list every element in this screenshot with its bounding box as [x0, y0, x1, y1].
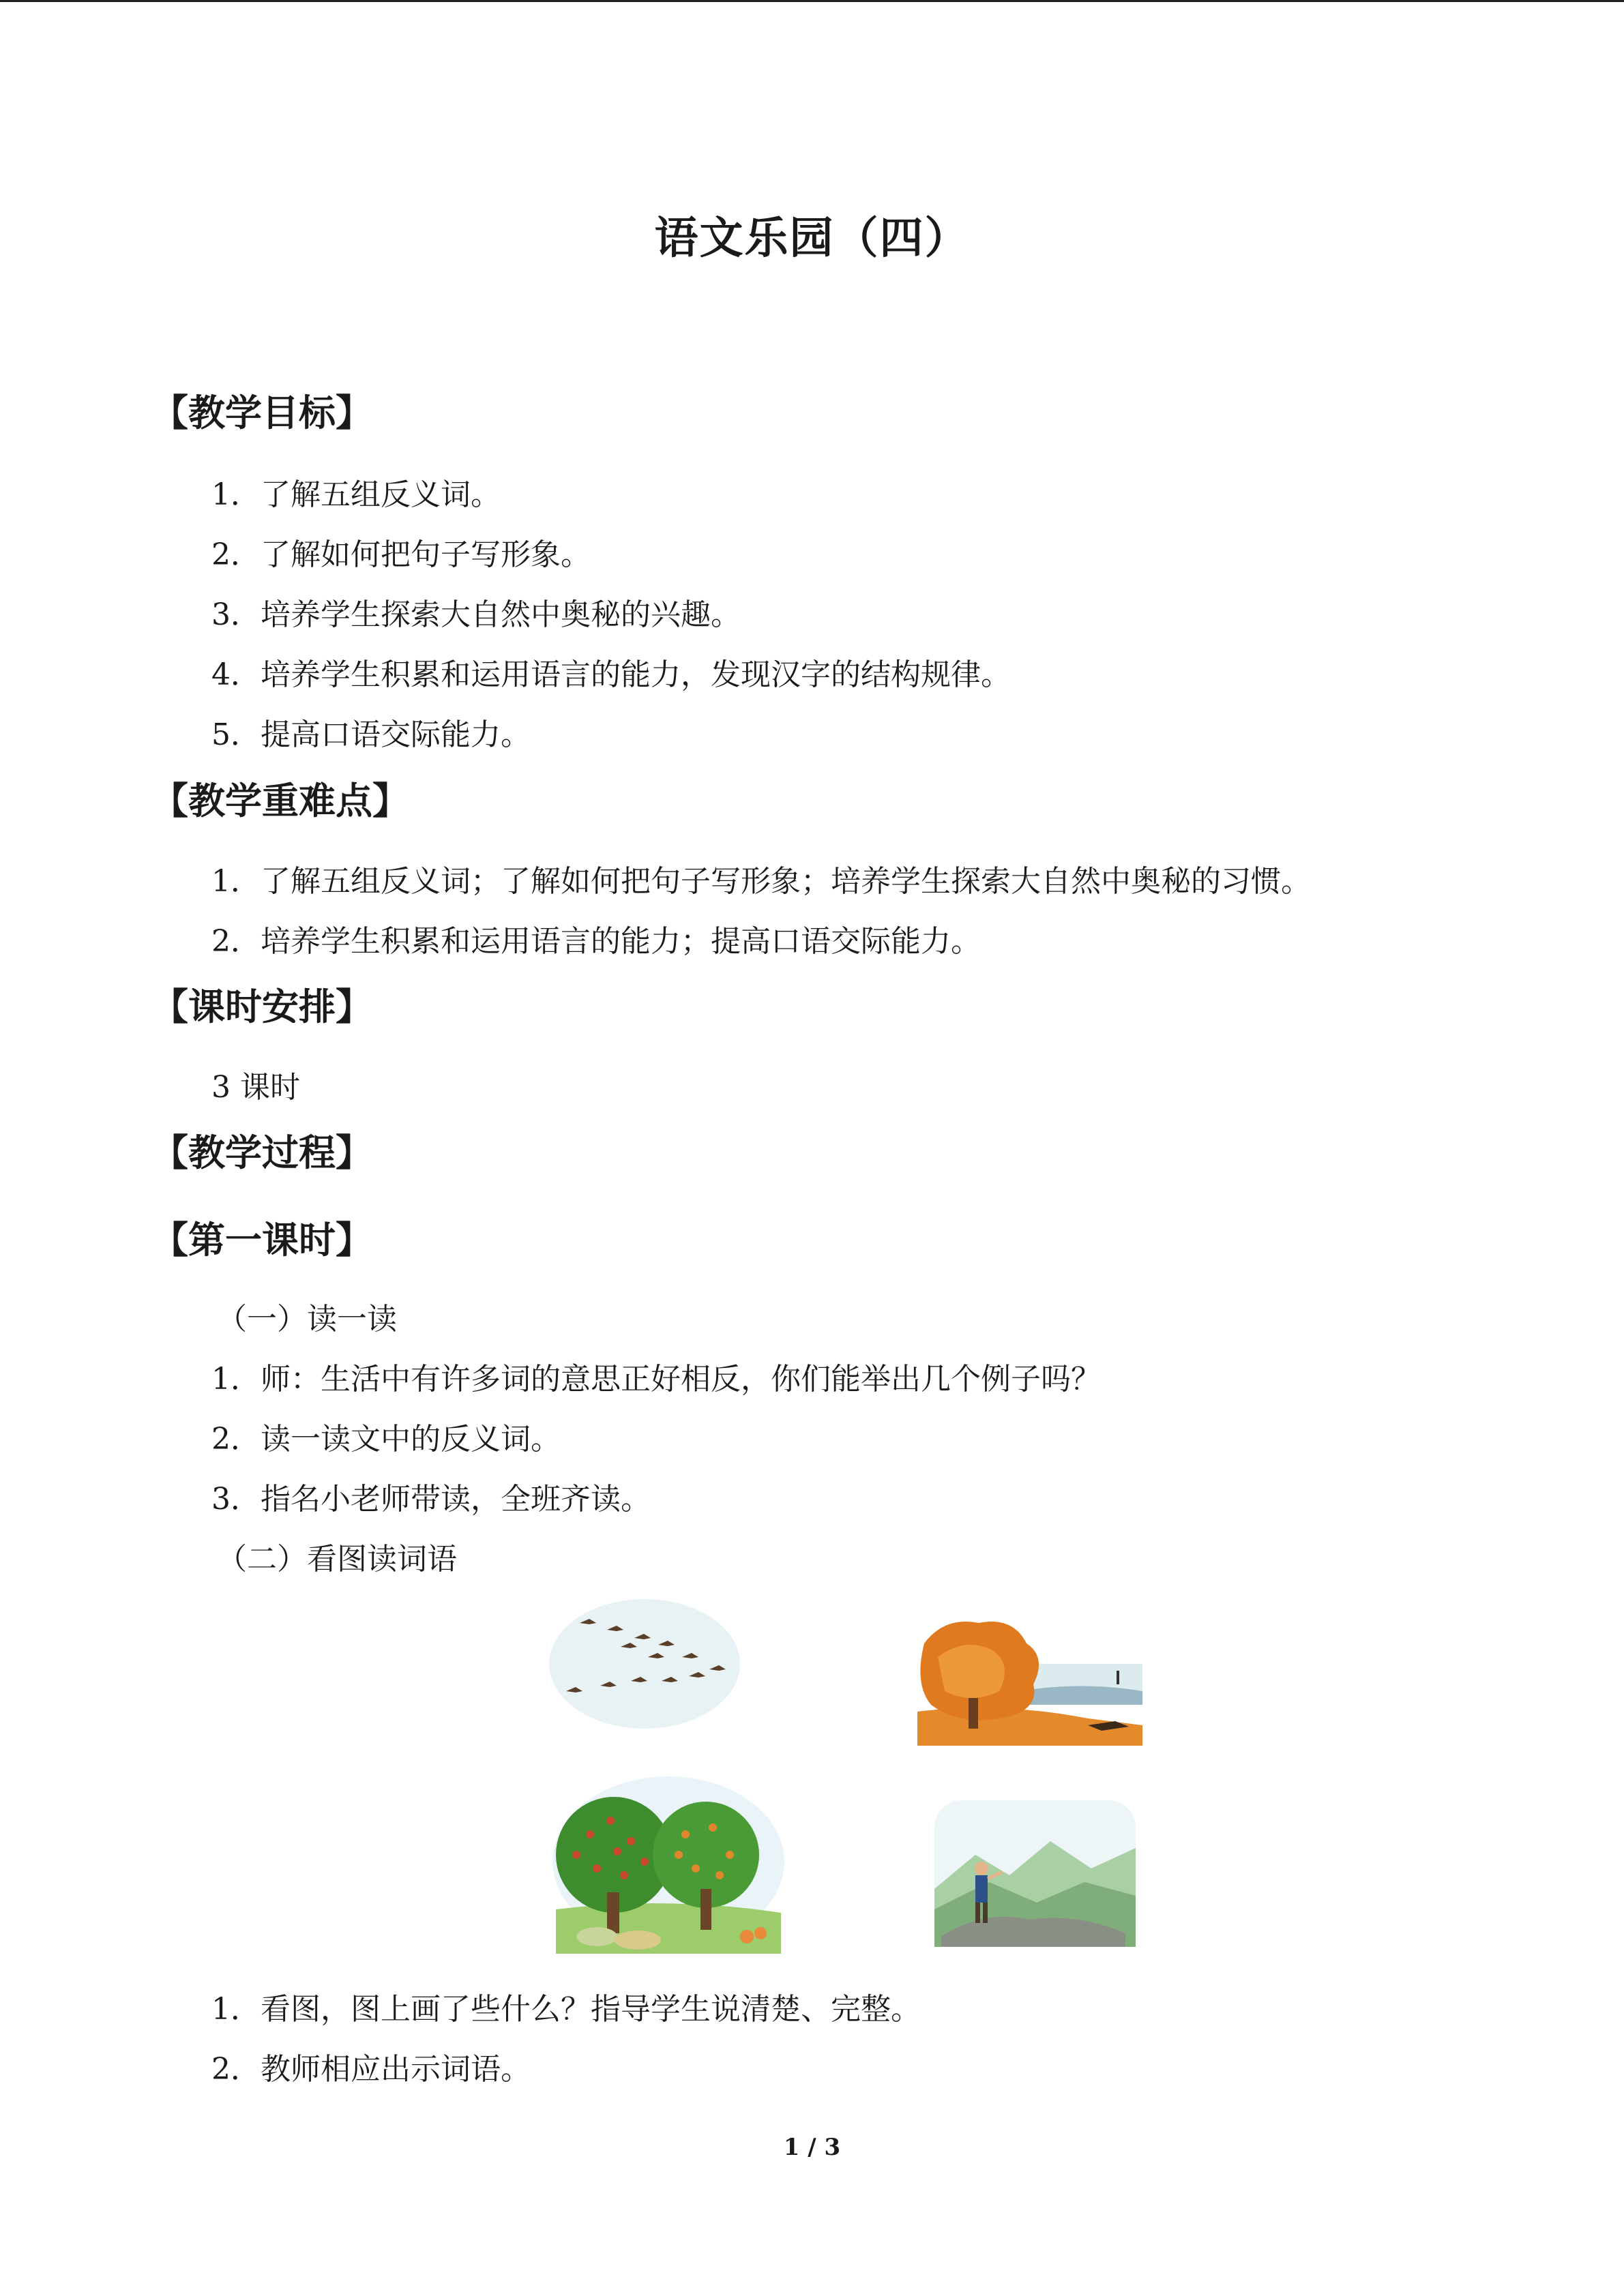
top-border-line	[0, 0, 1624, 2]
lesson-step: 1．师：生活中有许多词的意思正好相反，你们能举出几个例子吗？	[211, 1362, 1101, 1397]
heading-key-points: 【教学重难点】	[151, 779, 409, 822]
lesson-step: 3．指名小老师带读，全班齐读。	[211, 1482, 651, 1517]
part-one-title: （一）读一读	[217, 1302, 397, 1337]
key-point-item: 2．培养学生积累和运用语言的能力；提高口语交际能力。	[211, 924, 981, 959]
goal-item: 3．培养学生探索大自然中奥秘的兴趣。	[211, 597, 741, 632]
goal-item: 1．了解五组反义词。	[211, 477, 501, 512]
heading-teaching-goals: 【教学目标】	[151, 391, 372, 434]
heading-lesson-one: 【第一课时】	[151, 1218, 372, 1262]
fruit-trees-illustration	[549, 1773, 788, 1954]
heading-teaching-process: 【教学过程】	[151, 1131, 372, 1174]
key-point-item: 1．了解五组反义词；了解如何把句子写形象；培养学生探索大自然中奥秘的习惯。	[211, 864, 1311, 899]
hiker-mountains-illustration	[928, 1793, 1139, 1950]
page-number: 1 / 3	[783, 2134, 841, 2161]
schedule-text: 3 课时	[211, 1070, 300, 1105]
part-two-title: （二）看图读词语	[217, 1542, 457, 1577]
lesson-step: 2．教师相应出示词语。	[211, 2052, 531, 2087]
lesson-step: 1．看图，图上画了些什么？指导学生说清楚、完整。	[211, 1992, 921, 2027]
lesson-step: 2．读一读文中的反义词。	[211, 1422, 561, 1457]
geese-flying-illustration	[546, 1589, 743, 1739]
autumn-tree-illustration	[917, 1616, 1142, 1746]
goal-item: 4．培养学生积累和运用语言的能力，发现汉字的结构规律。	[211, 657, 1011, 692]
document-title: 语文乐园（四）	[654, 213, 970, 264]
heading-schedule: 【课时安排】	[151, 985, 372, 1028]
goal-item: 2．了解如何把句子写形象。	[211, 537, 591, 572]
goal-item: 5．提高口语交际能力。	[211, 717, 531, 752]
